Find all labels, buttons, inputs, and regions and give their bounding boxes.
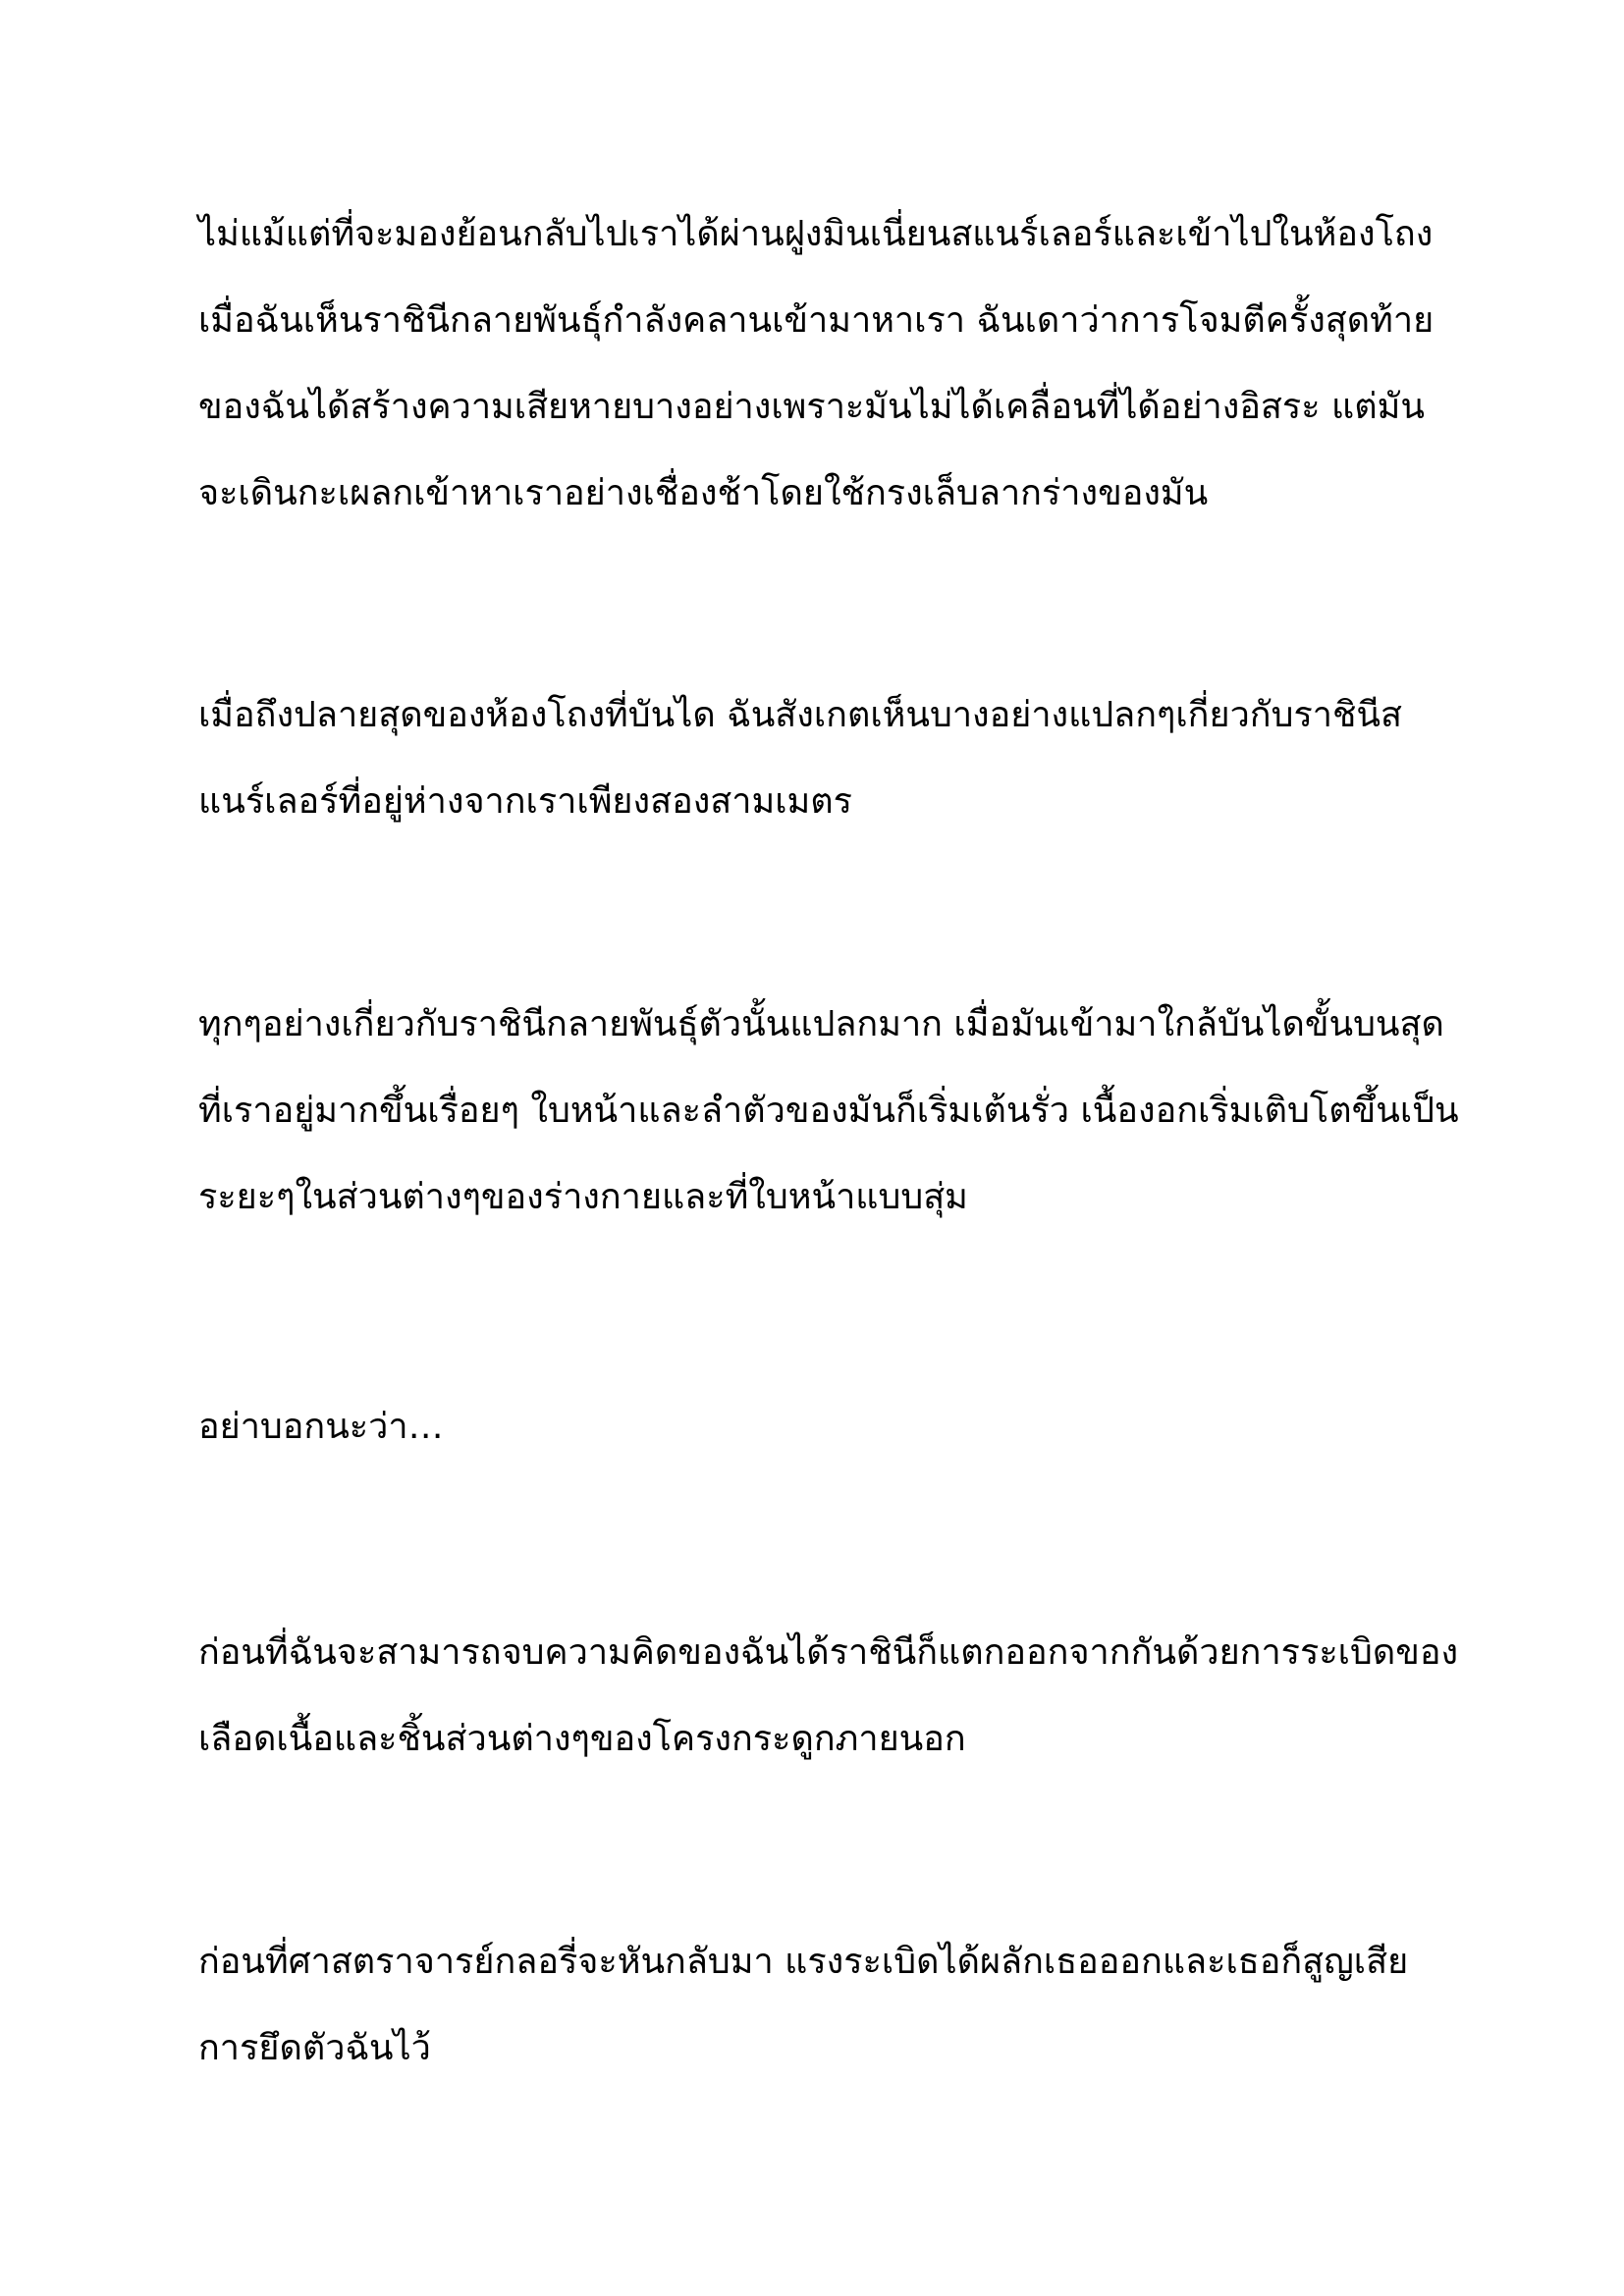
paragraph-1 [198,191,1475,537]
text-line: ระยะๆในส่วนต่างๆของร่างกายและที่ใบหน้าแบบสุ่ม [198,1177,968,1217]
text-line: เมื่อฉันเห็นราชินีกลายพันธุ์กำลังคลานเข้ามาหาเรา ฉันเดาว่าการโจมตีครั้งสุดท้าย [198,300,1435,341]
text-line: ที่เราอยู่มากขึ้นเรื่อยๆ ใบหน้าและลำตัวของมันก็เริ่มเต้นรั่ว เนื้องอกเริ่มเติบโตขึ้นเป็น [198,1091,1459,1131]
text-line: ของฉันได้สร้างความเสียหายบางอย่างเพราะมันไม่ได้เคลื่อนที่ได้อย่างอิสระ แต่มัน [198,387,1425,427]
text-line: แนร์เลอร์ที่อยู่ห่างจากเราเพียงสองสามเมตร [198,781,852,822]
paragraph-4 [198,1384,1475,1470]
text-line: จะเดินกะเผลกเข้าหาเราอย่างเชื่องช้าโดยใช้กรงเล็บลากร่างของมัน [198,473,1209,513]
text-line: อย่าบอกนะว่า… [198,1407,444,1447]
paragraph-5 [198,1610,1475,1783]
text-line: การยึดตัวฉันไว้ [198,2028,431,2068]
paragraph-6 [198,1919,1475,2092]
text-line: ก่อนที่ฉันจะสามารถจบความคิดของฉันได้ราชินีก็แตกออกจากกันด้วยการระเบิดของ [198,1632,1459,1673]
paragraph-2 [198,672,1475,845]
text-line: เมื่อถึงปลายสุดของห้องโถงที่บันได ฉันสังเกตเห็นบางอย่างแปลกๆเกี่ยวกับราชินีส [198,695,1403,735]
text-line: ไม่แม้แต่ที่จะมองย้อนกลับไปเราได้ผ่านฝูงมินเนี่ยนสแนร์เลอร์และเข้าไปในห้องโถง [198,214,1434,254]
text-line: เลือดเนื้อและชิ้นส่วนต่างๆของโครงกระดูกภายนอก [198,1719,966,1759]
text-line: ทุกๆอย่างเกี่ยวกับราชินีกลายพันธุ์ตัวนั้นแปลกมาก เมื่อมันเข้ามาใกล้บันไดขั้นบนสุด [198,1004,1444,1044]
text-line: ก่อนที่ศาสตราจารย์กลอรี่จะหันกลับมา แรงระเบิดได้ผลักเธอออกและเธอก็สูญเสีย [198,1942,1409,1982]
paragraph-3 [198,982,1475,1241]
